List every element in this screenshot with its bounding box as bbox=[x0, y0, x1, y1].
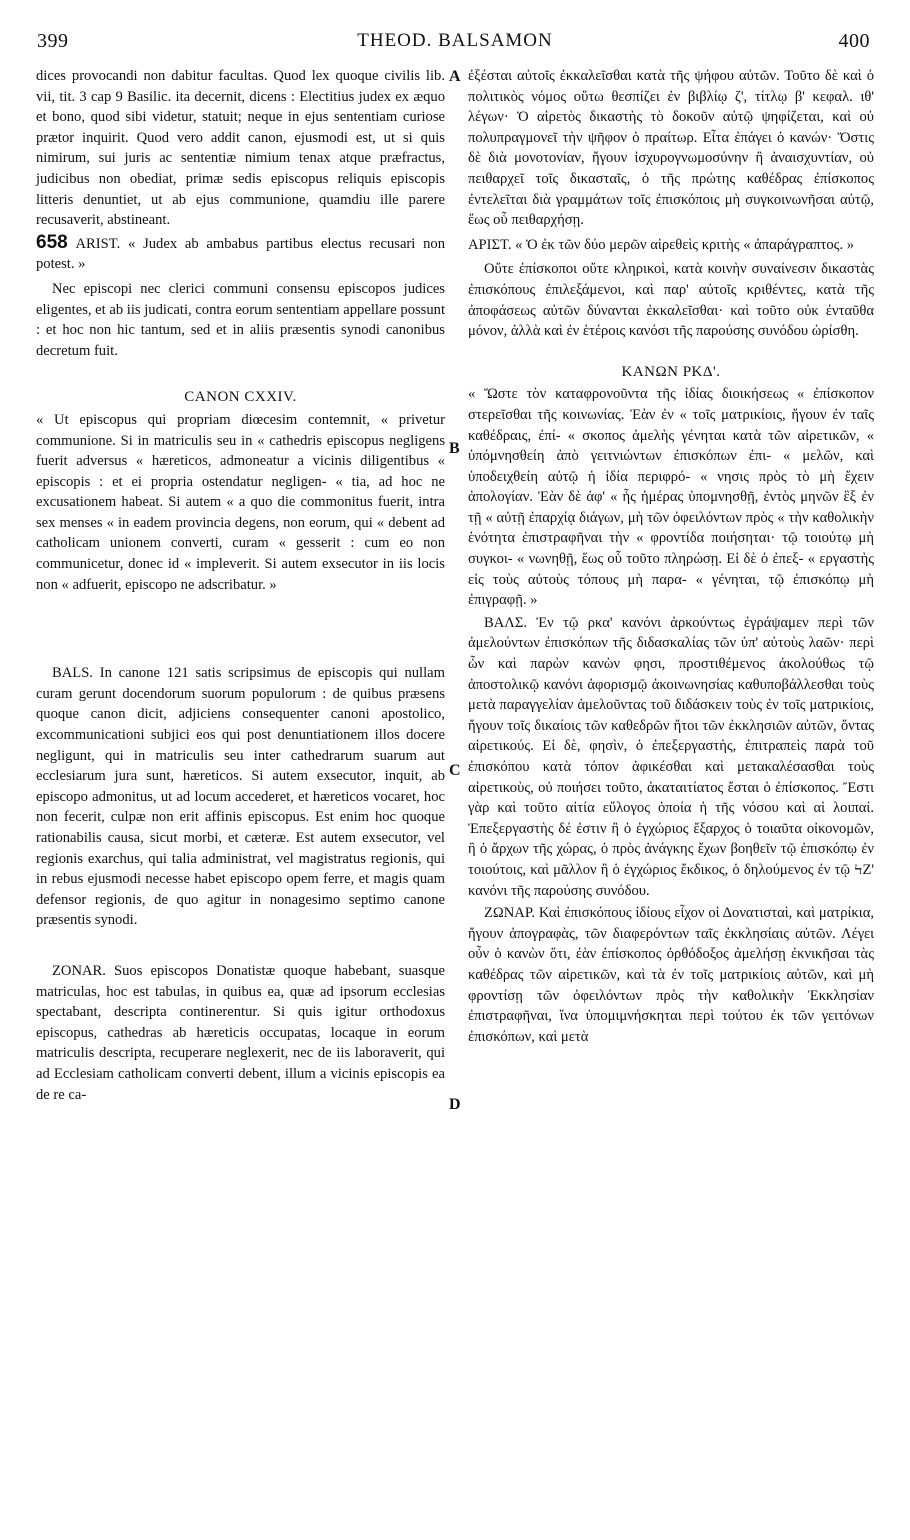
bals-label: BALS. bbox=[52, 665, 93, 682]
zonar-text-greek: Καὶ ἐπισκόπους ἰδίους εἶχον οἱ Δονατισταὶ, καὶ ματρίκια, ἤγουν ἀπογραφὰς, τῶν διαφερόντων ταῖς ἐκκλησίαις αὐτῶν. Λέγει οὖν ὁ κανὼν ὅτι, ἐὰν ἐπίσκοπος ὀρθόδοξος ἀμελήσῃ ἐκνικῆσαι τὰς καθέδρας τῶν αἱρετικῶν, καὶ τὰ ἐν τοῖς ματρικίοις αὐτῶν, καὶ μὴ φροντίσῃ τῶν ὀφειλόντων πρὸς τὴν καθολικὴν Ἐκκλησίαν ἐπιστραφῆναι, ἵνα ὑπομιμνήσκηται περὶ τούτου ἐκ τῶν γειτόνων ἐπισκόπων, καὶ μετὰ bbox=[468, 905, 874, 1045]
latin-arist-paragraph bbox=[36, 233, 445, 275]
arist-label-greek: ΑΡΙΣΤ. bbox=[468, 236, 512, 253]
bals-text: In canone 121 satis scripsimus de episcopis qui nullam curam gerunt docendorum suorum populorum : de quibus præsens quoque canon dicit, adjiciens consequenter canoni apostolico, excommunicationi subjici eos qui post denuntiationem illos docere negligunt, qui in matriculis seu inter cathedrarum suarum aut ecclesiarum jura sunt, hæreticos. Si autem exsecutor, inquit, ab episcopo admonitus, ut ad locum accederet, et hæreticos vocaret, hoc non fecerit, culpæ non erit affinis episcopus. Est enim hoc quoque rationabilis causa, sicut morbi, et cæteræ. Est autem exsecutor, vel regionis exarchus, qui talia administrat, vel magistratus regionis, qui in rebus ejusmodi necesse habet episcopo opem ferre, et magis quam defensor regionis, de quo agitur in nonagesimo septimo canone præsentis synodi. bbox=[36, 665, 445, 929]
margin-letter-d: D bbox=[449, 1096, 461, 1113]
margin-letter-a: A bbox=[449, 68, 461, 85]
bals-text-greek: Ἐν τῷ ρκα' κανόνι ἀρκούντως ἐγράψαμεν περὶ τῶν ἀμελούντων ἐπισκόπων τῆς διδασκαλίας τῶν ὑπ' αὐτοὺς λαῶν· περὶ ὧν καὶ παρὼν κανὼν φησι, προστιθέμενος ἀκολούθως τῷ ἀποστολικῷ κανόνι ἀφορισμῷ ἀκοινωνησίας καθυποβάλλεσθαι τοὺς μετὰ παραγγελίαν ἀμελοῦντας τοῦ διδάσκειν τοὺς ἐν τοῖς ματρικίοις, ἤγουν τοῖς δικαίοις τῶν καθεδρῶν ἤτοι τῶν ἐκκλησιῶν αὐτῶν, ὄντας αἱρετικούς. Εἰ δὲ, φησὶν, ὁ ἐπεξεργαστὴς, ἐπιτραπεὶς παρὰ τοῦ ἐπισκόπου κατὰ τόπον ἀφικέσθαι καὶ μετακαλέσασθαι τοὺς αἱρετικοὺς, οὐ ποιήσει τοῦτο, ἀκαταιτίατος ἔσται ὁ ἐπίσκοπος. Ἔστι γὰρ καὶ τοῦτο αἰτία εὔλογος ὁποία ἡ τῆς νόσου καὶ αἱ λοιπαί. Ἐπεξεργαστὴς δέ ἐστιν ἢ ὁ ἐγχώριος ἔξαρχος ὁ τοιαῦτα οἰκονομῶν, ἢ ὁ ἄρχων τῆς χώρας, ὁ πρὸς ἀνάγκης ἔχων βοηθεῖν τῷ ἐπισκόπῳ ἐν τοιούτοις, καὶ μᾶλλον ἢ ὁ ἐγχώριος ἔκδικος, ὁ δηλούμενος ἐν τῷ ϞΖ' κανόνι τῆς παρούσης συνόδου. bbox=[468, 614, 874, 899]
latin-zonar-paragraph bbox=[36, 961, 445, 1105]
latin-paragraph-2: Nec episcopi nec clerici communi consensu episcopos judices eligentes, et ab iis judicati, contra eorum sententiam appellare possunt : et hoc non hic tantum, sed et in aliis præsentis synodi canonibus decretum fuit. bbox=[36, 280, 445, 359]
zonar-label: ZONAR. bbox=[52, 962, 106, 979]
right-page-number: 400 bbox=[838, 30, 870, 52]
greek-arist-paragraph bbox=[468, 235, 874, 256]
margin-letter-c: C bbox=[449, 762, 461, 779]
section-number: 658 bbox=[36, 231, 68, 253]
zonar-text: Suos episcopos Donatistæ quoque habebant, suasque matriculas, hoc est tabulas, in quibus ea, quæ ad ipsorum ecclesias spectabant, descripta continerentur. Si quis igitur orthodoxus episcopus, cathedras ab hæreticis occupatas, locaque in eorum matriculis descripta, recuperare neglexerit, nec de iis laboraverit, qui ad Ecclesiam catholicam converti debent, illum a vicinis episcopis ea de re ca- bbox=[36, 962, 445, 1103]
arist-label: ARIST. bbox=[75, 235, 121, 252]
arist-text: « Judex ab ambabus partibus electus recusari non potest. » bbox=[36, 235, 445, 273]
arist-text-greek: « Ὁ ἐκ τῶν δύο μερῶν αἱρεθεὶς κριτὴς « ἀπαράγραπτος. » bbox=[515, 236, 855, 253]
latin-canon-title: CANON CXXIV. bbox=[184, 389, 297, 406]
greek-zonar-paragraph bbox=[468, 903, 874, 1047]
greek-paragraph-1: ἐξέσται αὐτοῖς ἐκκαλεῖσθαι κατὰ τῆς ψήφου αὐτῶν. Τοῦτο δὲ καὶ ὁ πολιτικὸς νόμος οὕτω θεσπίζει ἐν βιβλίῳ ζ', τίτλῳ β' κεφαλ. ιθ' λέγων· Ὁ αἱρετὸς δικαστὴς τὸ δοκοῦν αὐτῷ ψηφίζεται, καὶ οὐ πολυπραγμονεῖ τὴν ψῆφον ὁ πραίτωρ. Εἶτα ἐπάγει ὁ κανών· Ὅστις δὲ διὰ μονοτονίαν, ἤγουν ἰσχυρογνωμοσύνην ἢ ἀναισχυντίαν, οὐ πειθαρχεῖ τοῖς δικασταῖς, ὁ τῆς πρώτης καθέδρας ἐπίσκοπος ἐντελεῖται διὰ γραμμάτων τοῖς ἐπισκόποις μὴ συγκοινωνῆσαι αὐτῷ, ἕως οὗ πειθαρχήσῃ. bbox=[468, 68, 874, 229]
greek-column bbox=[468, 66, 874, 1047]
greek-canon-text: « Ὥστε τὸν καταφρονοῦντα τῆς ἰδίας διοικήσεως « ἐπίσκοπον στερεῖσθαι τῆς κοινωνίας. Ἐὰν ἐν « τοῖς ματρικίοις, ἤγουν ἐν ταῖς καθέδραις, ἐπί- « σκοπος ἀμελὴς γένηται κατὰ τῶν αἱρετικῶν, « ὑπόμνησθείη ἀπὸ γειτνιώντων ἐπισκόπων ἐπι- « μελῶν, καὶ ὑποδειχθείη αὐτῷ ἡ ἰδία περιφρό- « νησις πρὸς τὸ μὴ ἔχειν ἀπολογίαν. Ἐὰν δὲ ἀφ' « ἧς ἡμέρας ὑπομνησθῇ, ἐντὸς μηνῶν ἓξ ἐν τῇ « αὐτῇ ἐπαρχίᾳ διάγων, μὴ τῶν ὀφειλόντων πρὸς « τὴν καθολικὴν ἑνότητα ἐπιστραφῆναι τὴν « φροντίδα ποιήσηται· τῷ τοιούτῳ μὴ συγκοι- « νωνηθῇ, ἕως οὗ τοῦτο πληρώσῃ. Εἰ δὲ ὁ ἐπεξ- « εργαστὴς εἰς τοὺς αὐτοὺς τόπους μὴ παρα- « γένηται, τῷ ἐπισκόπῳ μὴ ἐπιγραφῇ. » bbox=[468, 386, 874, 609]
running-title: THEOD. BALSAMON bbox=[357, 30, 553, 51]
bals-label-greek: ΒΑΛΣ. bbox=[484, 614, 527, 631]
page-header bbox=[0, 0, 910, 60]
latin-column bbox=[36, 66, 445, 1105]
greek-bals-paragraph bbox=[468, 613, 874, 901]
left-page-number: 399 bbox=[37, 30, 69, 52]
zonar-label-greek: ΖΩΝΑΡ. bbox=[484, 905, 535, 922]
latin-paragraph-1: dices provocandi non dabitur facultas. Quod lex quoque civilis lib. vii, tit. 3 cap 9 Basilic. ita decernit, dicens : Electitius judex ex æquo et bono, quod sibi videtur, statuit; neque in ejus sententiam curiose prætor inquirit. Quod vero addit canon, ejusmodi est, ut si quis nimirum, sui juris ac sententiæ nimium tenax atque præfractus, judicibus non obediat, primæ sedis episcopus reliquis episcopis litteris denuntiet, ut ab ejus communione, quamdiu ille parere recusaverit, abstineant. bbox=[36, 68, 445, 229]
margin-letter-b: B bbox=[449, 440, 460, 457]
greek-canon-title: ΚΑΝΩΝ ΡΚΔ'. bbox=[621, 363, 721, 380]
latin-canon-text: « Ut episcopus qui propriam diœcesim contemnit, « privetur communione. Si in matriculis seu in « cathedris episcopus negligens fuerit adversus « hæreticos, admoneatur a vicinis diligentibus « episcopis : et ei propria ostendatur negligen- « tia, ad hoc ne excusationem habeat. Si autem « a quo die commonitus fuerit, intra sex menses « in eadem provincia degens, non eorum, qui « debent ad catholicam unionem converti, curam « gesserit : cum eo non communicetur, donec id « impleverit. Si autem exsecutor in iis locis non « adfuerit, episcopo ne adscribatur. » bbox=[36, 411, 445, 593]
latin-bals-paragraph bbox=[36, 663, 445, 931]
greek-paragraph-2: Οὔτε ἐπίσκοποι οὔτε κληρικοὶ, κατὰ κοινὴν συναίνεσιν δικαστὰς ἐπισκόπους ἐπιλεξάμενοι, καὶ παρ' αὐτοῖς κριθέντες, κατὰ τῆς ἀποφάσεως αὐτῶν δύνανται ἐκκαλεῖσθαι· καὶ τοῦτο οὐκ ἐνταῦθα μόνον, ἀλλὰ καὶ ἐν ἑτέροις κανόσι τῆς παρούσης συνόδου ὡρίσθη. bbox=[468, 261, 874, 340]
